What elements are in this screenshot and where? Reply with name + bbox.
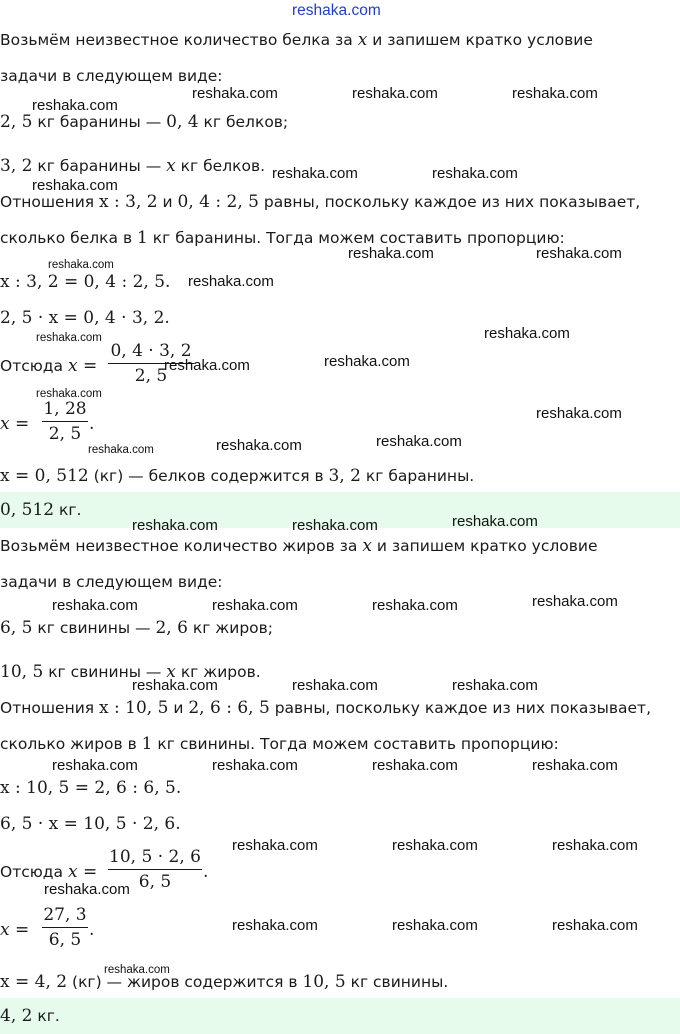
s2-relation-line2: сколько жиров в 1 кг свинины. Тогда можем составить пропорцию: xyxy=(0,734,559,754)
s1-fraction-2-lhs: x = xyxy=(0,414,30,434)
watermark: reshaka.com xyxy=(44,881,130,898)
watermark: reshaka.com xyxy=(32,97,118,114)
watermark: reshaka.com xyxy=(372,757,458,774)
watermark: reshaka.com xyxy=(36,388,102,400)
watermark: reshaka.com xyxy=(392,837,478,854)
watermark: reshaka.com xyxy=(392,917,478,934)
watermark: reshaka.com xyxy=(132,677,218,694)
s2-fraction-1: 10, 5 · 2, 6 6, 5 xyxy=(109,847,201,892)
s1-relation-line2: сколько белка в 1 кг баранины. Тогда можем составить пропорцию: xyxy=(0,228,565,248)
watermark: reshaka.com xyxy=(232,917,318,934)
s1-condition-2: 3, 2 кг баранины — x кг белков. xyxy=(0,156,266,176)
watermark: reshaka.com xyxy=(536,245,622,262)
watermark: reshaka.com xyxy=(532,757,618,774)
watermark: reshaka.com xyxy=(352,85,438,102)
s2-answer: 4, 2 кг. xyxy=(0,1006,60,1026)
s2-intro: Возьмём неизвестное количество жиров за x и запишем кратко условие xyxy=(0,536,598,556)
watermark: reshaka.com xyxy=(348,245,434,262)
s1-solve-label: Отсюда x = xyxy=(0,356,98,376)
s1-result: x = 0, 512 (кг) — белков содержится в 3, 2 кг баранины. xyxy=(0,466,475,486)
s1-intro-line2: задачи в следующем виде: xyxy=(0,67,223,85)
watermark-top: reshaka.com xyxy=(292,2,381,19)
watermark: reshaka.com xyxy=(164,357,250,374)
watermark: reshaka.com xyxy=(36,332,102,344)
watermark: reshaka.com xyxy=(536,405,622,422)
watermark: reshaka.com xyxy=(272,165,358,182)
s2-fraction-2-end: . xyxy=(89,920,95,940)
s1-relation: Отношения x : 3, 2 и 0, 4 : 2, 5 равны, поскольку каждое из них показывает, xyxy=(0,192,641,212)
watermark: reshaka.com xyxy=(484,325,570,342)
watermark: reshaka.com xyxy=(292,517,378,534)
watermark: reshaka.com xyxy=(324,353,410,370)
s2-cross-product: 6, 5 · x = 10, 5 · 2, 6. xyxy=(0,814,181,834)
watermark: reshaka.com xyxy=(512,85,598,102)
watermark: reshaka.com xyxy=(188,273,274,290)
watermark: reshaka.com xyxy=(212,757,298,774)
s1-fraction-2: 1, 28 2, 5 xyxy=(43,399,87,444)
watermark: reshaka.com xyxy=(552,917,638,934)
watermark: reshaka.com xyxy=(292,677,378,694)
watermark: reshaka.com xyxy=(232,837,318,854)
s2-condition-2: 10, 5 кг свинины — x кг жиров. xyxy=(0,662,261,682)
watermark: reshaka.com xyxy=(48,259,114,271)
watermark: reshaka.com xyxy=(552,837,638,854)
watermark: reshaka.com xyxy=(216,437,302,454)
s1-answer: 0, 512 кг. xyxy=(0,500,82,520)
s1-intro: Возьмём неизвестное количество белка за x и запишем кратко условие xyxy=(0,30,593,50)
s2-solve-label: Отсюда x = xyxy=(0,862,98,882)
watermark: reshaka.com xyxy=(452,513,538,530)
s2-answer-box xyxy=(0,998,680,1034)
s2-fraction-2: 27, 3 6, 5 xyxy=(43,905,87,950)
s2-proportion: x : 10, 5 = 2, 6 : 6, 5. xyxy=(0,778,182,798)
s2-fraction-1-end: . xyxy=(203,862,209,882)
s1-cross-product: 2, 5 · x = 0, 4 · 3, 2. xyxy=(0,308,170,328)
watermark: reshaka.com xyxy=(192,85,278,102)
watermark: reshaka.com xyxy=(532,593,618,610)
s2-relation: Отношения x : 10, 5 и 2, 6 : 6, 5 равны, поскольку каждое из них показывает, xyxy=(0,698,652,718)
watermark: reshaka.com xyxy=(376,433,462,450)
s1-condition-1: 2, 5 кг баранины — 0, 4 кг белков; xyxy=(0,112,289,132)
watermark: reshaka.com xyxy=(452,677,538,694)
watermark: reshaka.com xyxy=(32,177,118,194)
watermark: reshaka.com xyxy=(212,597,298,614)
s1-proportion: x : 3, 2 = 0, 4 : 2, 5. xyxy=(0,272,171,292)
s2-result: x = 4, 2 (кг) — жиров содержится в 10, 5 кг свинины. xyxy=(0,972,449,992)
watermark: reshaka.com xyxy=(132,517,218,534)
watermark: reshaka.com xyxy=(432,165,518,182)
s2-condition-1: 6, 5 кг свинины — 2, 6 кг жиров; xyxy=(0,618,274,638)
s1-fraction-1: 0, 4 · 3, 2 2, 5 xyxy=(108,340,194,387)
s2-fraction-2-lhs: x = xyxy=(0,920,30,940)
watermark: reshaka.com xyxy=(104,964,170,976)
watermark: reshaka.com xyxy=(52,757,138,774)
watermark: reshaka.com xyxy=(88,444,154,456)
s1-fraction-2-end: . xyxy=(89,414,95,434)
s2-intro-line2: задачи в следующем виде: xyxy=(0,573,223,591)
watermark: reshaka.com xyxy=(372,597,458,614)
watermark: reshaka.com xyxy=(52,597,138,614)
